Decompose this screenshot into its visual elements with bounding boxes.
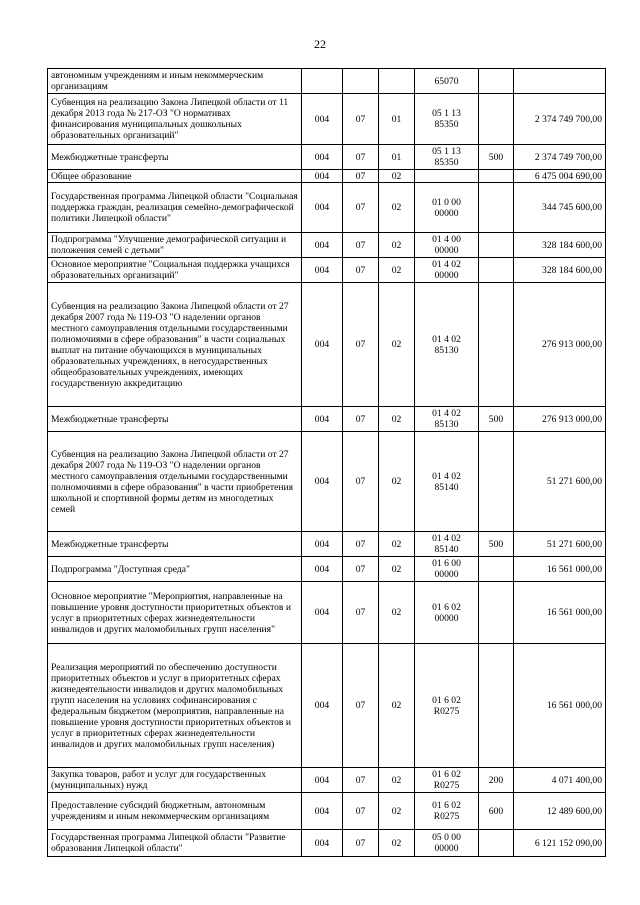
cell-ved: 004 bbox=[302, 582, 343, 644]
cell-target-article: 01 6 00 00000 bbox=[415, 557, 479, 582]
cell-section: 07 bbox=[343, 283, 379, 407]
cell-name: Государственная программа Липецкой области "Социальная поддержка граждан, реализация семейно-демографической политики Липецкой области" bbox=[48, 183, 302, 233]
cell-expense-type bbox=[479, 183, 514, 233]
cell-target-article bbox=[415, 170, 479, 183]
cell-section bbox=[343, 69, 379, 94]
cell-expense-type: 500 bbox=[479, 407, 514, 432]
cell-expense-type: 500 bbox=[479, 145, 514, 170]
cell-ved: 004 bbox=[302, 258, 343, 283]
cell-ved bbox=[302, 69, 343, 94]
cell-subsection: 02 bbox=[379, 644, 415, 768]
cell-ved: 004 bbox=[302, 768, 343, 793]
cell-ved: 004 bbox=[302, 283, 343, 407]
cell-target-article: 01 6 02 R0275 bbox=[415, 793, 479, 830]
cell-subsection: 02 bbox=[379, 532, 415, 557]
cell-name: Подпрограмма "Доступная среда" bbox=[48, 557, 302, 582]
table-row bbox=[48, 170, 606, 183]
cell-ved: 004 bbox=[302, 233, 343, 258]
cell-section: 07 bbox=[343, 532, 379, 557]
cell-ved: 004 bbox=[302, 557, 343, 582]
cell-target-article: 05 1 13 85350 bbox=[415, 94, 479, 145]
cell-name: Реализация мероприятий по обеспечению доступности приоритетных объектов и услуг в приоритетных сферах жизнедеятельности инвалидов и других маломобильных групп населения на условиях софинансирования с федеральным бюджетом (мероприятия, направленные на повышение уровня доступности приоритетных объектов и услуг в приоритетных сферах жизнедеятельности инвалидов и других маломобильных групп населения) bbox=[48, 644, 302, 768]
table-row bbox=[48, 830, 606, 857]
cell-amount: 276 913 000,00 bbox=[514, 407, 606, 432]
cell-ved: 004 bbox=[302, 407, 343, 432]
cell-target-article: 05 0 00 00000 bbox=[415, 830, 479, 857]
cell-target-article: 01 0 00 00000 bbox=[415, 183, 479, 233]
table-row bbox=[48, 432, 606, 532]
cell-name: Закупка товаров, работ и услуг для государственных (муниципальных) нужд bbox=[48, 768, 302, 793]
page-number: 22 bbox=[314, 37, 326, 51]
cell-name: Субвенция на реализацию Закона Липецкой области от 27 декабря 2007 года № 119-ОЗ "О наделении органов местного самоуправления отдельными государственными полномочиями в сфере образования" в части приобретения школьной и спортивной формы детям из многодетных семей bbox=[48, 432, 302, 532]
cell-name: автономным учреждениям и иным некоммерческим организациям bbox=[48, 69, 302, 94]
cell-section: 07 bbox=[343, 183, 379, 233]
cell-target-article: 01 6 02 R0275 bbox=[415, 644, 479, 768]
cell-section: 07 bbox=[343, 582, 379, 644]
cell-section: 07 bbox=[343, 557, 379, 582]
table-row bbox=[48, 183, 606, 233]
cell-name: Основное мероприятие "Социальная поддержка учащихся образовательных организаций" bbox=[48, 258, 302, 283]
cell-section: 07 bbox=[343, 768, 379, 793]
cell-section: 07 bbox=[343, 830, 379, 857]
cell-amount: 51 271 600,00 bbox=[514, 532, 606, 557]
cell-target-article: 01 4 00 00000 bbox=[415, 233, 479, 258]
cell-amount: 16 561 000,00 bbox=[514, 582, 606, 644]
cell-section: 07 bbox=[343, 145, 379, 170]
cell-amount: 6 475 004 690,00 bbox=[514, 170, 606, 183]
cell-amount: 2 374 749 700,00 bbox=[514, 145, 606, 170]
cell-section: 07 bbox=[343, 407, 379, 432]
cell-amount: 16 561 000,00 bbox=[514, 644, 606, 768]
budget-table bbox=[47, 68, 606, 857]
cell-subsection: 02 bbox=[379, 407, 415, 432]
table-row bbox=[48, 283, 606, 407]
cell-expense-type: 500 bbox=[479, 532, 514, 557]
cell-target-article: 01 6 02 R0275 bbox=[415, 768, 479, 793]
cell-amount: 4 071 400,00 bbox=[514, 768, 606, 793]
cell-name: Межбюджетные трансферты bbox=[48, 145, 302, 170]
cell-ved: 004 bbox=[302, 830, 343, 857]
cell-target-article: 65070 bbox=[415, 69, 479, 94]
table-row bbox=[48, 793, 606, 830]
cell-expense-type bbox=[479, 94, 514, 145]
cell-subsection bbox=[379, 69, 415, 94]
cell-expense-type bbox=[479, 582, 514, 644]
table-row bbox=[48, 582, 606, 644]
cell-expense-type: 200 bbox=[479, 768, 514, 793]
table-row bbox=[48, 768, 606, 793]
table-row bbox=[48, 644, 606, 768]
cell-amount: 16 561 000,00 bbox=[514, 557, 606, 582]
cell-ved: 004 bbox=[302, 183, 343, 233]
cell-name: Межбюджетные трансферты bbox=[48, 407, 302, 432]
cell-subsection: 01 bbox=[379, 94, 415, 145]
cell-ved: 004 bbox=[302, 432, 343, 532]
cell-amount: 12 489 600,00 bbox=[514, 793, 606, 830]
cell-name: Межбюджетные трансферты bbox=[48, 532, 302, 557]
cell-subsection: 02 bbox=[379, 233, 415, 258]
cell-expense-type bbox=[479, 557, 514, 582]
cell-amount: 344 745 600,00 bbox=[514, 183, 606, 233]
cell-name: Общее образование bbox=[48, 170, 302, 183]
cell-section: 07 bbox=[343, 644, 379, 768]
table-row bbox=[48, 94, 606, 145]
cell-expense-type bbox=[479, 283, 514, 407]
cell-name: Предоставление субсидий бюджетным, автономным учреждениям и иным некоммерческим организациям bbox=[48, 793, 302, 830]
cell-expense-type bbox=[479, 69, 514, 94]
cell-ved: 004 bbox=[302, 145, 343, 170]
cell-subsection: 02 bbox=[379, 283, 415, 407]
cell-expense-type bbox=[479, 233, 514, 258]
cell-ved: 004 bbox=[302, 170, 343, 183]
cell-amount: 2 374 749 700,00 bbox=[514, 94, 606, 145]
cell-ved: 004 bbox=[302, 644, 343, 768]
cell-section: 07 bbox=[343, 233, 379, 258]
table-row bbox=[48, 557, 606, 582]
cell-subsection: 02 bbox=[379, 170, 415, 183]
cell-subsection: 02 bbox=[379, 557, 415, 582]
cell-name: Субвенция на реализацию Закона Липецкой области от 11 декабря 2013 года № 217-ОЗ "О нормативах финансирования муниципальных дошкольных образовательных организаций" bbox=[48, 94, 302, 145]
cell-amount: 51 271 600,00 bbox=[514, 432, 606, 532]
cell-target-article: 01 4 02 00000 bbox=[415, 258, 479, 283]
cell-amount bbox=[514, 69, 606, 94]
cell-subsection: 02 bbox=[379, 582, 415, 644]
cell-ved: 004 bbox=[302, 94, 343, 145]
cell-ved: 004 bbox=[302, 793, 343, 830]
cell-target-article: 01 4 02 85140 bbox=[415, 432, 479, 532]
cell-expense-type: 600 bbox=[479, 793, 514, 830]
cell-name: Основное мероприятие "Мероприятия, направленные на повышение уровня доступности приоритетных объектов и услуг в приоритетных сферах жизнедеятельности инвалидов и других маломобильных групп населения" bbox=[48, 582, 302, 644]
cell-target-article: 01 4 02 85130 bbox=[415, 283, 479, 407]
cell-ved: 004 bbox=[302, 532, 343, 557]
cell-subsection: 02 bbox=[379, 183, 415, 233]
cell-subsection: 02 bbox=[379, 830, 415, 857]
cell-name: Государственная программа Липецкой области "Развитие образования Липецкой области" bbox=[48, 830, 302, 857]
cell-target-article: 01 6 02 00000 bbox=[415, 582, 479, 644]
table-row bbox=[48, 407, 606, 432]
cell-section: 07 bbox=[343, 258, 379, 283]
table-row bbox=[48, 258, 606, 283]
cell-target-article: 01 4 02 85130 bbox=[415, 407, 479, 432]
cell-subsection: 02 bbox=[379, 258, 415, 283]
cell-expense-type bbox=[479, 170, 514, 183]
cell-amount: 6 121 152 090,00 bbox=[514, 830, 606, 857]
cell-section: 07 bbox=[343, 793, 379, 830]
cell-amount: 276 913 000,00 bbox=[514, 283, 606, 407]
cell-subsection: 02 bbox=[379, 793, 415, 830]
table-row bbox=[48, 69, 606, 94]
cell-expense-type bbox=[479, 258, 514, 283]
cell-subsection: 01 bbox=[379, 145, 415, 170]
cell-target-article: 01 4 02 85140 bbox=[415, 532, 479, 557]
cell-expense-type bbox=[479, 830, 514, 857]
cell-expense-type bbox=[479, 644, 514, 768]
cell-target-article: 05 1 13 85350 bbox=[415, 145, 479, 170]
cell-name: Подпрограмма "Улучшение демографической ситуации и положения семей с детьми" bbox=[48, 233, 302, 258]
cell-amount: 328 184 600,00 bbox=[514, 233, 606, 258]
cell-name: Субвенция на реализацию Закона Липецкой области от 27 декабря 2007 года № 119-ОЗ "О наделении органов местного самоуправления отдельными государственными полномочиями в сфере образования" в части социальных выплат на питание обучающихся в муниципальных образовательных учреждениях, в негосударственных общеобразовательных учреждениях, имеющих государственную аккредитацию bbox=[48, 283, 302, 407]
cell-amount: 328 184 600,00 bbox=[514, 258, 606, 283]
cell-section: 07 bbox=[343, 432, 379, 532]
cell-subsection: 02 bbox=[379, 432, 415, 532]
table-row bbox=[48, 532, 606, 557]
cell-expense-type bbox=[479, 432, 514, 532]
table-row bbox=[48, 145, 606, 170]
cell-section: 07 bbox=[343, 94, 379, 145]
cell-subsection: 02 bbox=[379, 768, 415, 793]
cell-section: 07 bbox=[343, 170, 379, 183]
budget-table-body bbox=[48, 69, 606, 857]
table-row bbox=[48, 233, 606, 258]
